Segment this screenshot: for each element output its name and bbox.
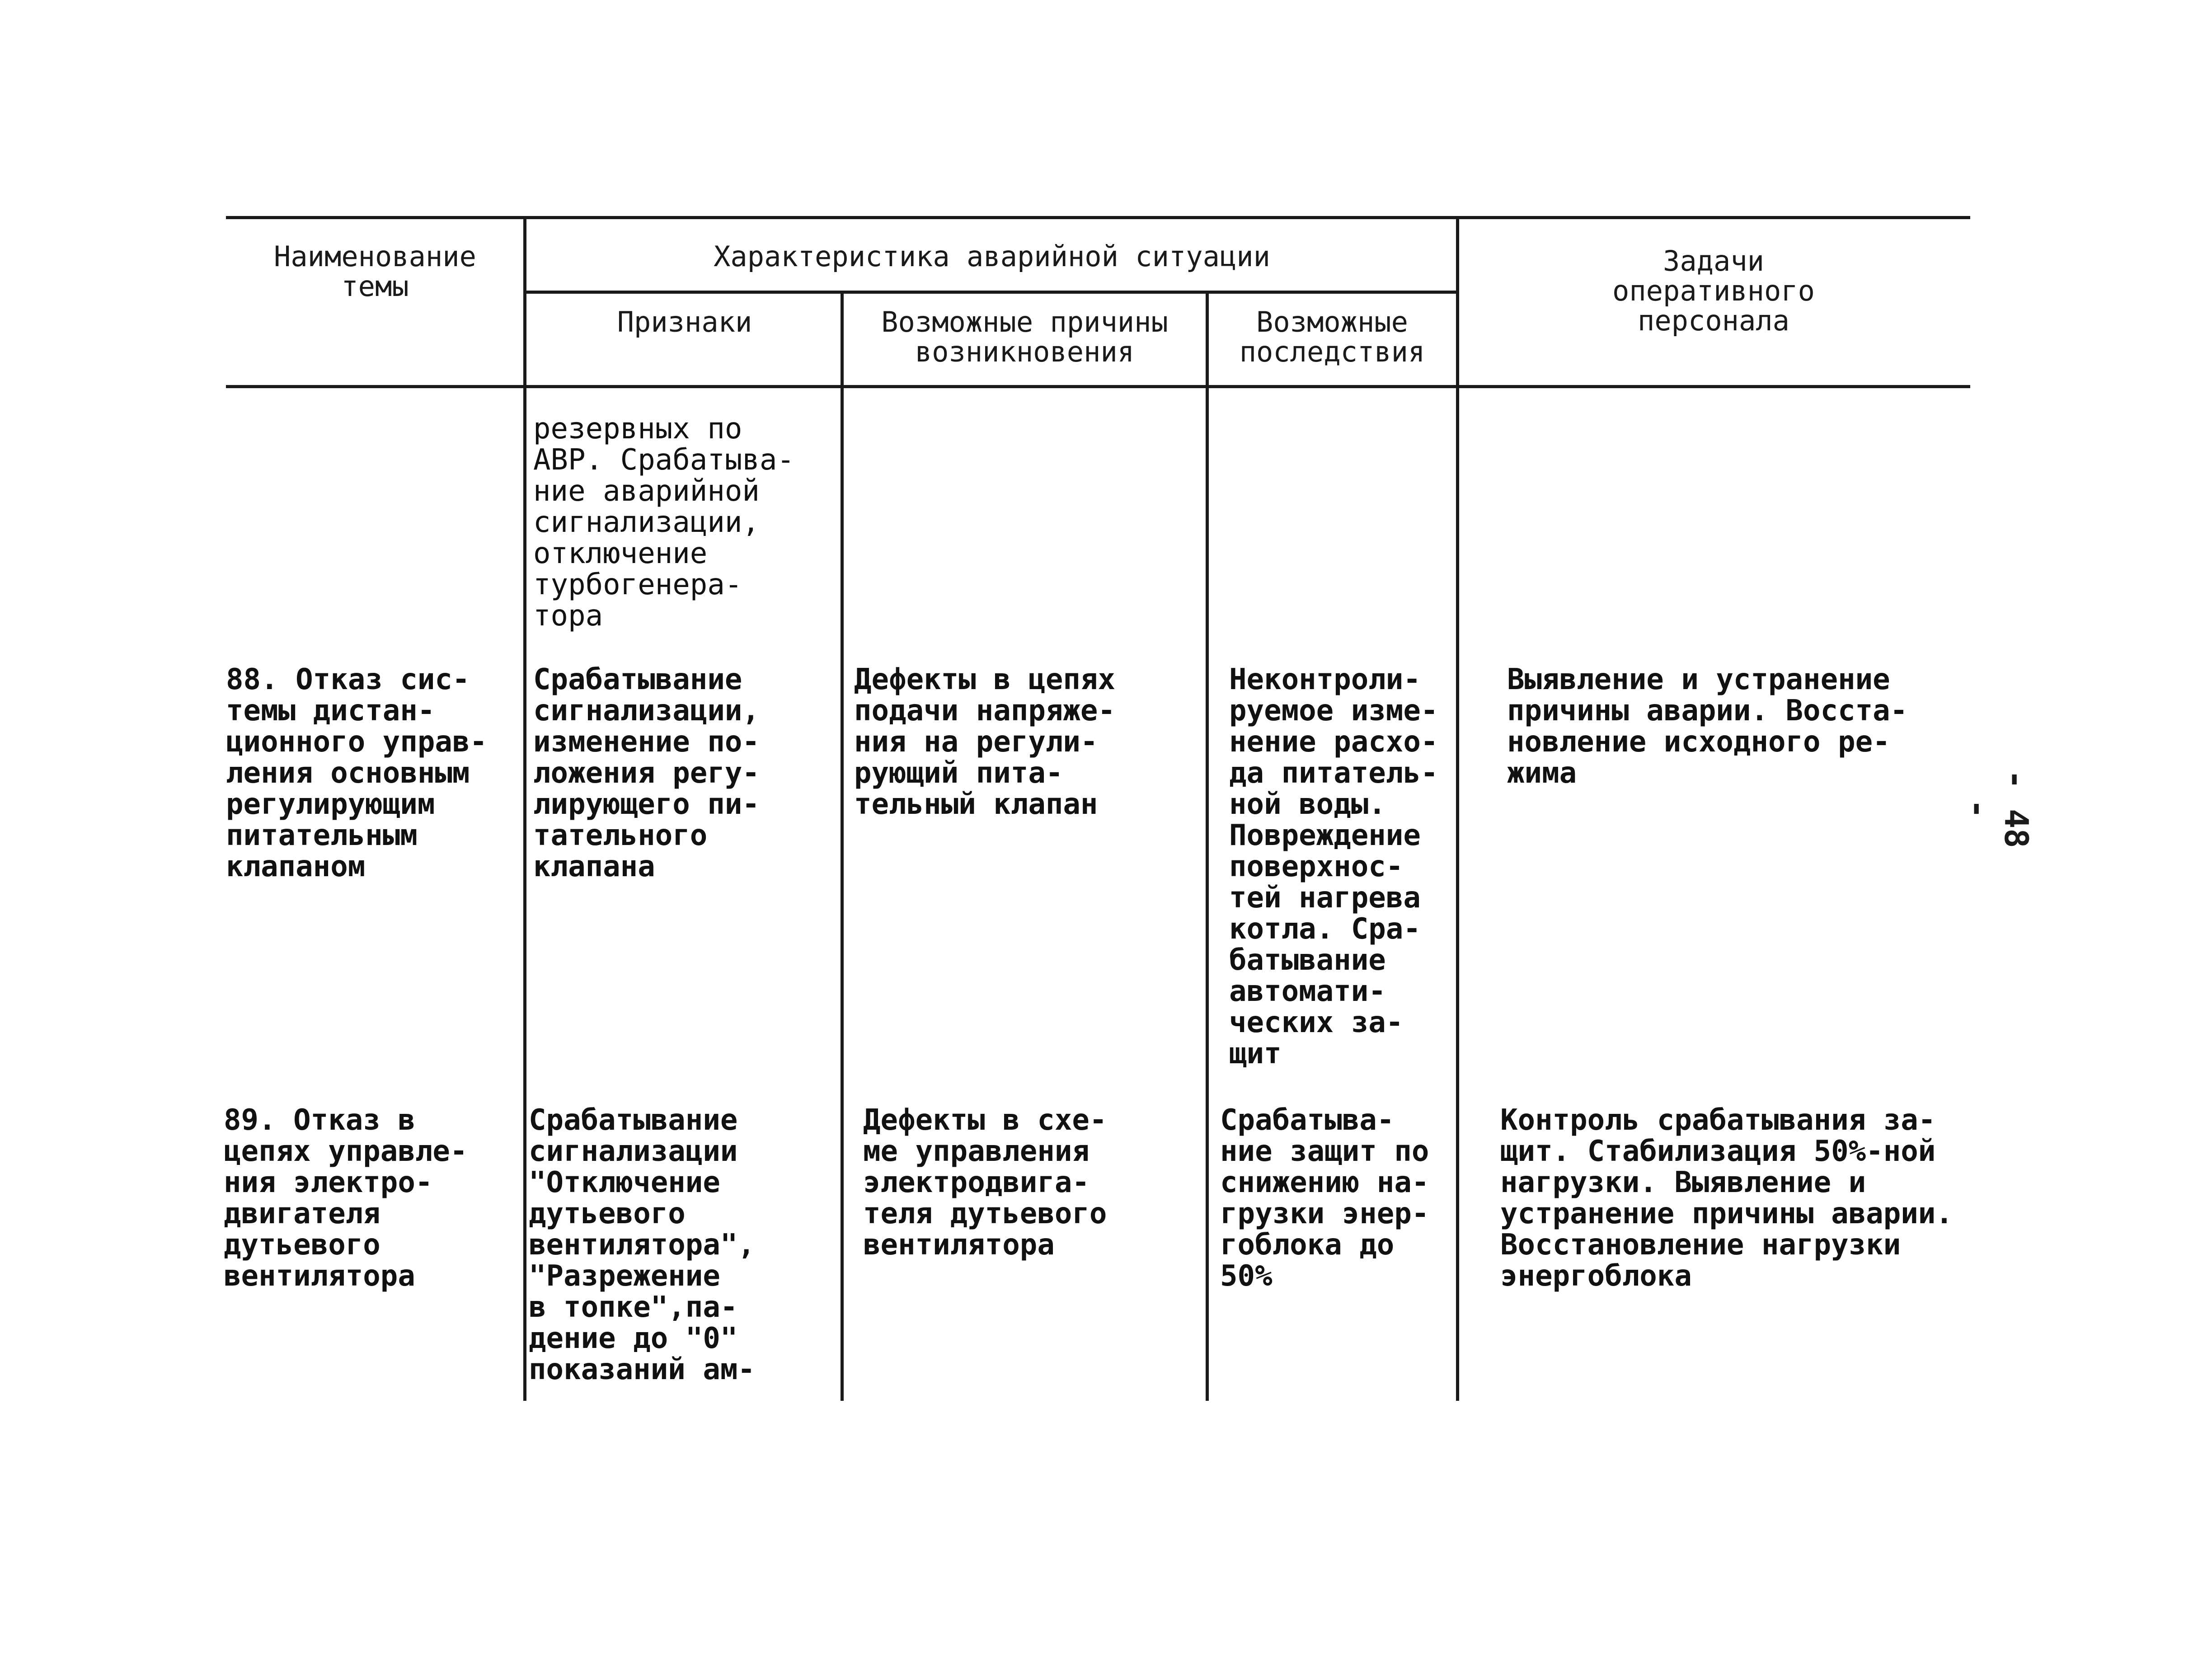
row-89-tasks: Контроль срабатывания за- щит. Стабилизация 50%-ной нагрузки. Выявление и устранение причины аварии. Восстановление нагрузки энергоблока: [1500, 1103, 1953, 1293]
header-signs: Признаки: [617, 305, 752, 338]
header-causes: Возможные причины возникновения: [881, 305, 1168, 368]
row-88-causes: Дефекты в цепях подачи напряже- ния на регули- рующий пита- тельный клапан: [854, 663, 1115, 821]
column-divider-3: [1206, 291, 1209, 1401]
row-88-signs: Срабатывание сигнализации, изменение по- ложения регу- лирующего пи- тательного клапана: [533, 663, 760, 883]
row-89-topic: 89. Отказ в цепях управле- ния электро- двигателя дутьевого вентилятора: [224, 1103, 468, 1293]
header-topic: Наименование темы: [274, 240, 476, 303]
column-divider-4: [1456, 216, 1459, 1401]
header-tasks: Задачи оперативного персонала: [1612, 244, 1815, 337]
row-89-consequences: Срабатыва- ние защит по снижению на- грузки энер- гоблока до 50%: [1220, 1103, 1429, 1293]
row-88-topic: 88. Отказ сис- темы дистан- ционного управ- ления основным регулирующим питательным клапаном: [226, 663, 487, 883]
header-bottom-rule: [226, 385, 1970, 388]
table-top-rule: [226, 216, 1970, 219]
row-89-causes: Дефекты в схе- ме управления электродвига- теля дутьевого вентилятора: [863, 1103, 1107, 1262]
header-characteristic: Характеристика аварийной ситуации: [714, 240, 1270, 273]
row-89-signs: Срабатывание сигнализации "Отключение дутьевого вентилятора", "Разрежение в топке",па- дение до "0" показаний ам-: [529, 1103, 755, 1386]
row-continuation-signs: резервных по АВР. Срабатыва- ние аварийной сигнализации, отключение турбогенера- тора: [533, 412, 794, 633]
page-number: - 48 -: [1959, 770, 2035, 848]
column-divider-2: [841, 291, 844, 1401]
header-consequences: Возможные последствия: [1239, 305, 1425, 368]
subheader-rule: [526, 291, 1457, 294]
row-88-consequences: Неконтроли- руемое изме- нение расхо- да питатель- ной воды. Повреждение поверхнос- тей нагрева котла. Сра- батывание автомати- ческих за- щит: [1229, 663, 1438, 1070]
row-88-tasks: Выявление и устранение причины аварии. Восста- новление исходного ре- жима: [1507, 663, 1908, 790]
